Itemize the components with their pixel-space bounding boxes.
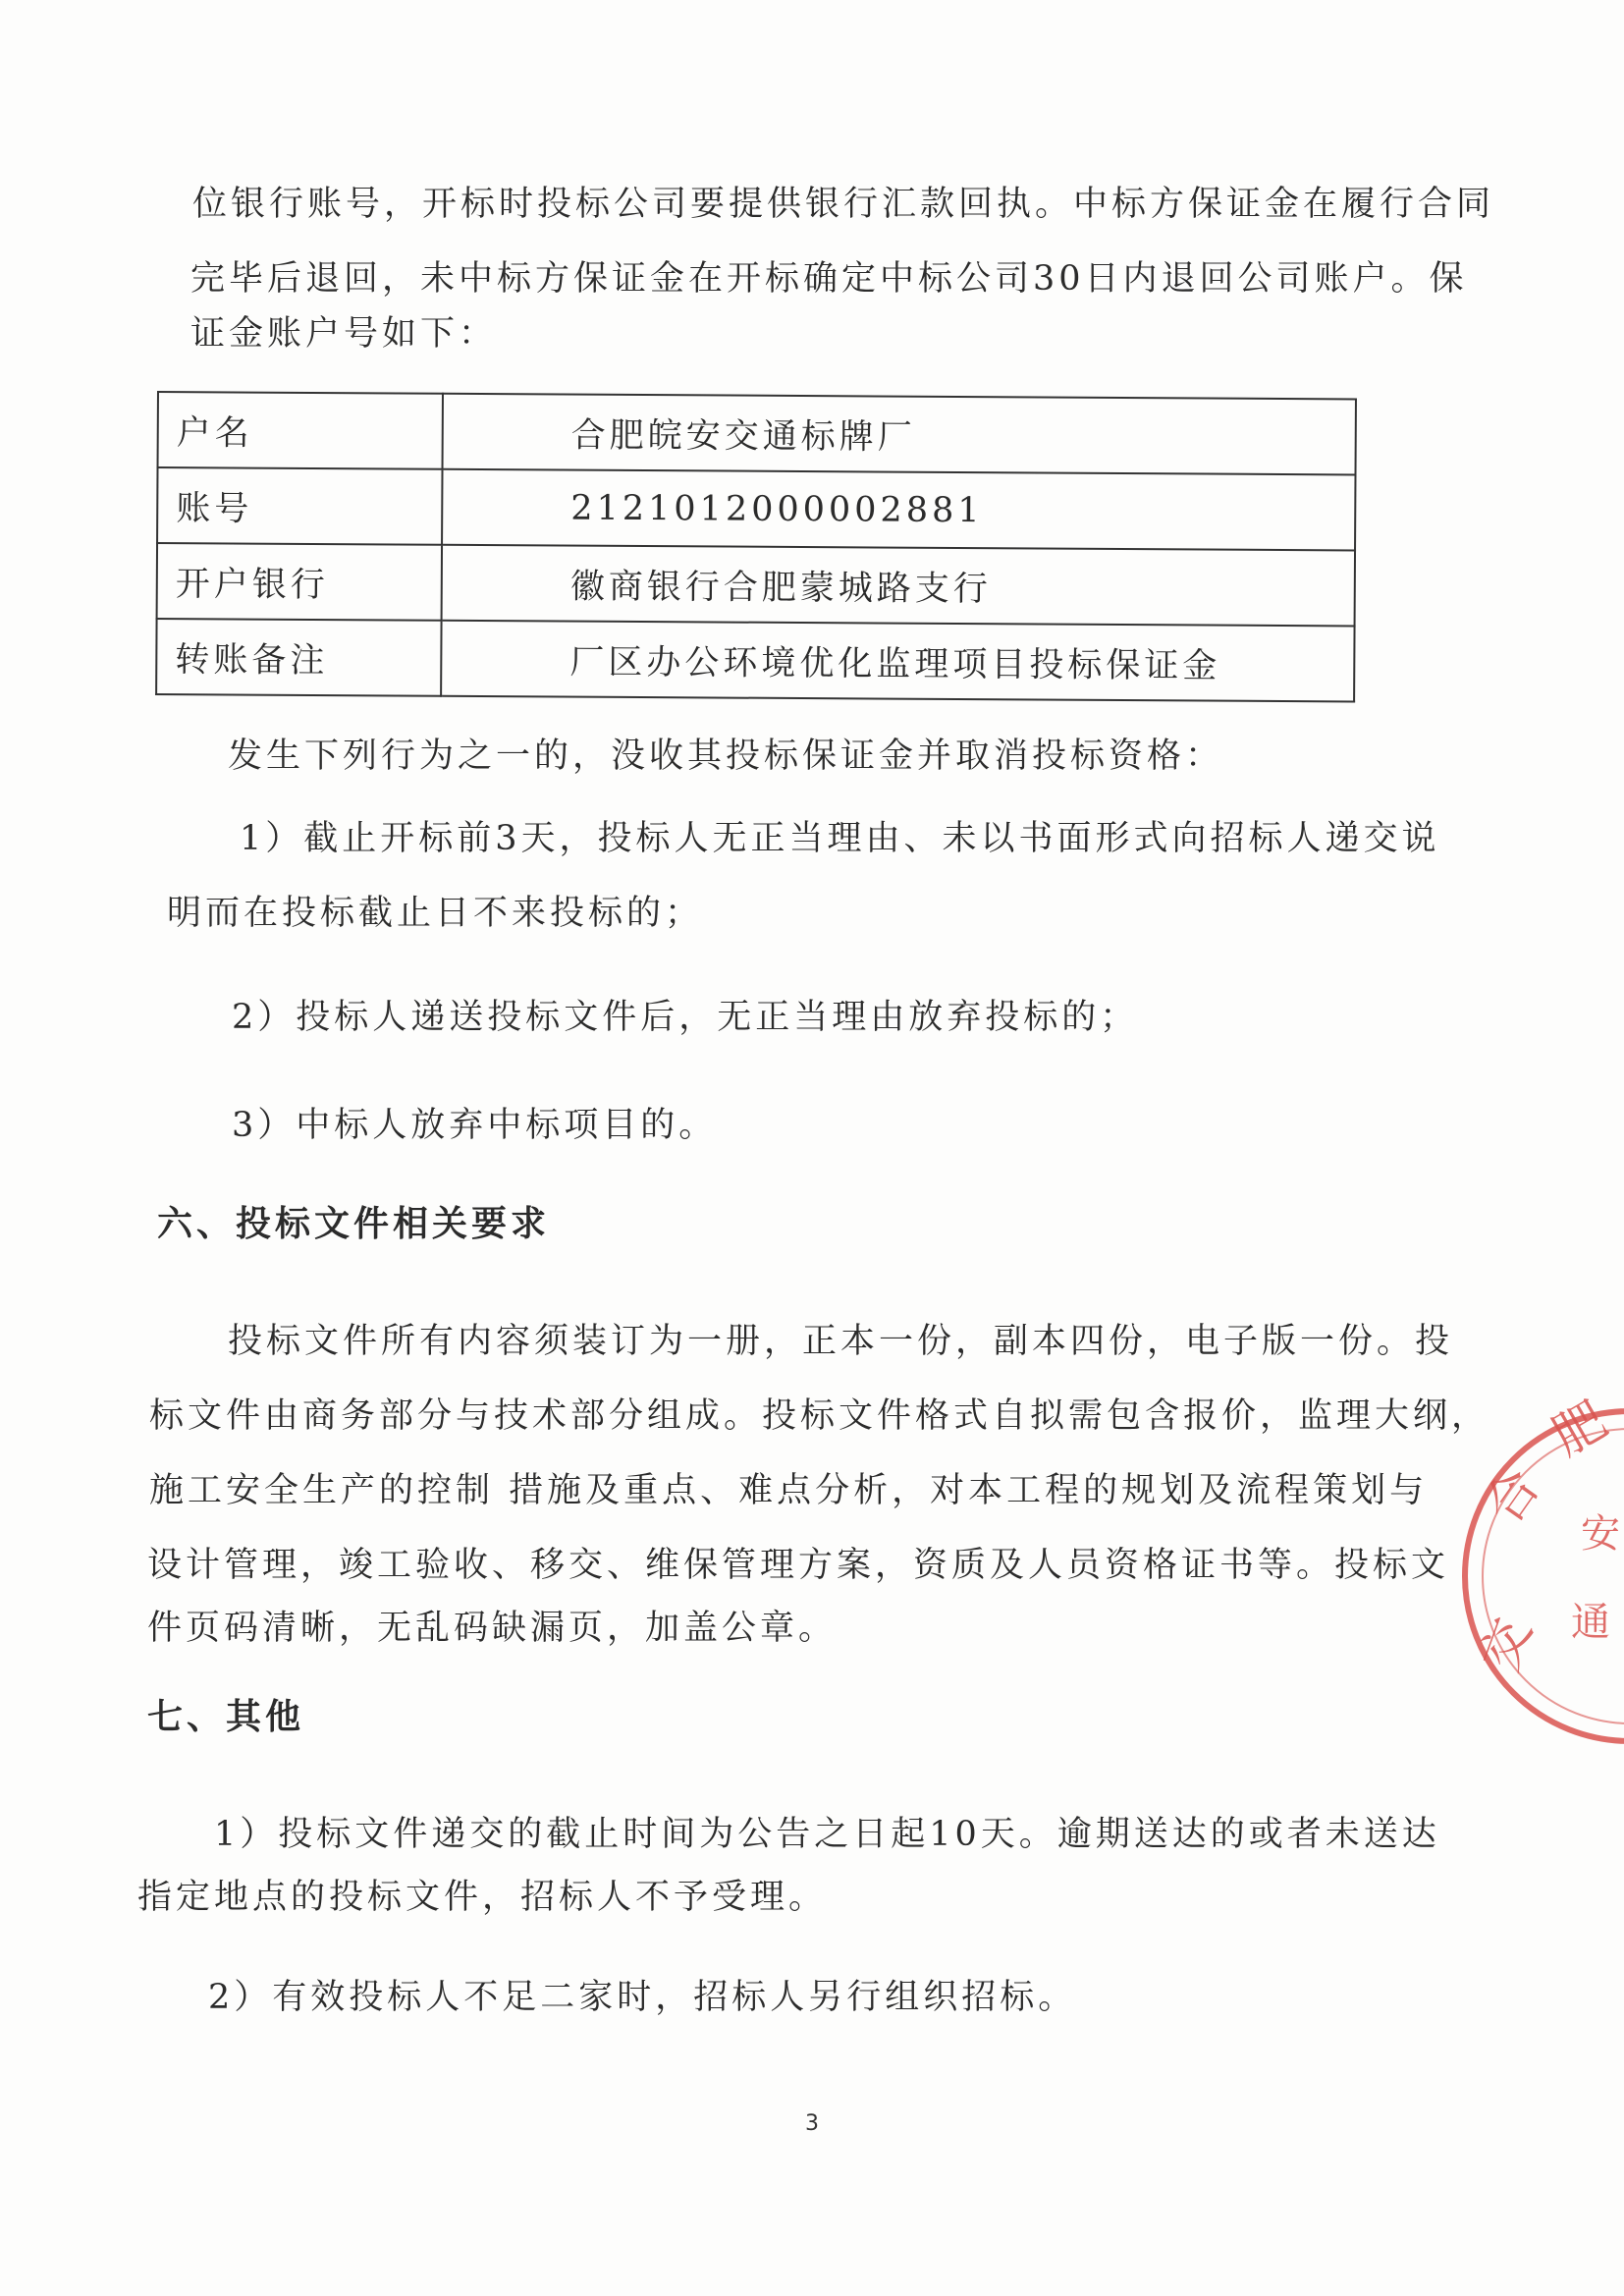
section-6-line-3: 施工安全生产的控制 措施及重点、难点分析，对本工程的规划及流程策划与 xyxy=(149,1471,1429,1510)
seal-char-4: 安 xyxy=(1581,1511,1620,1557)
forfeit-item-2: 2）投标人递送投标文件后，无正当理由放弃投标的； xyxy=(232,998,1139,1037)
forfeit-item-3: 3）中标人放弃中标项目的。 xyxy=(232,1106,718,1145)
section-6-line-4: 设计管理，竣工验收、移交、维保管理方案，资质及人员资格证书等。投标文 xyxy=(147,1546,1450,1585)
account-name-value: 合肥皖安交通标牌厂 xyxy=(443,394,1356,475)
section-6-heading: 六、投标文件相关要求 xyxy=(157,1204,551,1244)
table-row xyxy=(157,467,1355,550)
intro-line-2: 完毕后退回，未中标方保证金在开标确定中标公司30日内退回公司账户。保 xyxy=(190,259,1468,299)
transfer-note-label: 转账备注 xyxy=(156,619,441,696)
seal-char-2: 肥 xyxy=(1543,1391,1617,1468)
section-6-line-1: 投标文件所有内容须装订为一册，正本一份，副本四份，电子版一份。投 xyxy=(228,1322,1454,1361)
bank-label: 开户银行 xyxy=(157,543,442,621)
page-number: 3 xyxy=(805,2111,819,2136)
seal-char-5: 通 xyxy=(1571,1600,1610,1645)
account-table xyxy=(155,391,1357,702)
account-number-label: 账号 xyxy=(157,467,442,545)
intro-line-3: 证金账户号如下： xyxy=(190,314,498,354)
section-7-item-1-line-1: 1）投标文件递交的截止时间为公告之日起10天。逾期送达的或者未送达 xyxy=(214,1815,1440,1854)
section-7-item-2: 2）有效投标人不足二家时，招标人另行组织招标。 xyxy=(208,1978,1077,2017)
table-row xyxy=(158,392,1356,474)
forfeit-intro: 发生下列行为之一的，没收其投标保证金并取消投标资格： xyxy=(228,737,1224,776)
section-7-item-1-line-2: 指定地点的投标文件，招标人不予受理。 xyxy=(137,1878,828,1917)
account-name-label: 户名 xyxy=(158,392,443,469)
bank-value: 徽商银行合肥蒙城路支行 xyxy=(442,545,1355,627)
transfer-note-value: 厂区办公环境优化监理项目投标保证金 xyxy=(441,621,1354,702)
seal-char-3: 交 xyxy=(1470,1611,1544,1679)
section-7-heading: 七、其他 xyxy=(147,1697,305,1737)
seal-outer-ring xyxy=(1465,1411,1624,1741)
section-6-line-5: 件页码清晰，无乱码缺漏页，加盖公章。 xyxy=(147,1609,838,1648)
forfeit-item-1-line-2: 明而在投标截止日不来投标的； xyxy=(167,894,704,933)
table-row xyxy=(157,543,1355,626)
account-number-value: 2121012000002881 xyxy=(442,469,1355,551)
intro-line-1: 位银行账号，开标时投标公司要提供银行汇款回执。中标方保证金在履行合同 xyxy=(192,185,1495,224)
seal-char-1: 合 xyxy=(1474,1458,1552,1535)
forfeit-item-1-line-1: 1）截止开标前3天，投标人无正当理由、未以书面形式向招标人递交说 xyxy=(240,819,1440,858)
section-6-line-2: 标文件由商务部分与技术部分组成。投标文件格式自拟需包含报价，监理大纲， xyxy=(149,1396,1490,1436)
table-row xyxy=(156,619,1354,701)
company-seal xyxy=(1453,1380,1624,1773)
